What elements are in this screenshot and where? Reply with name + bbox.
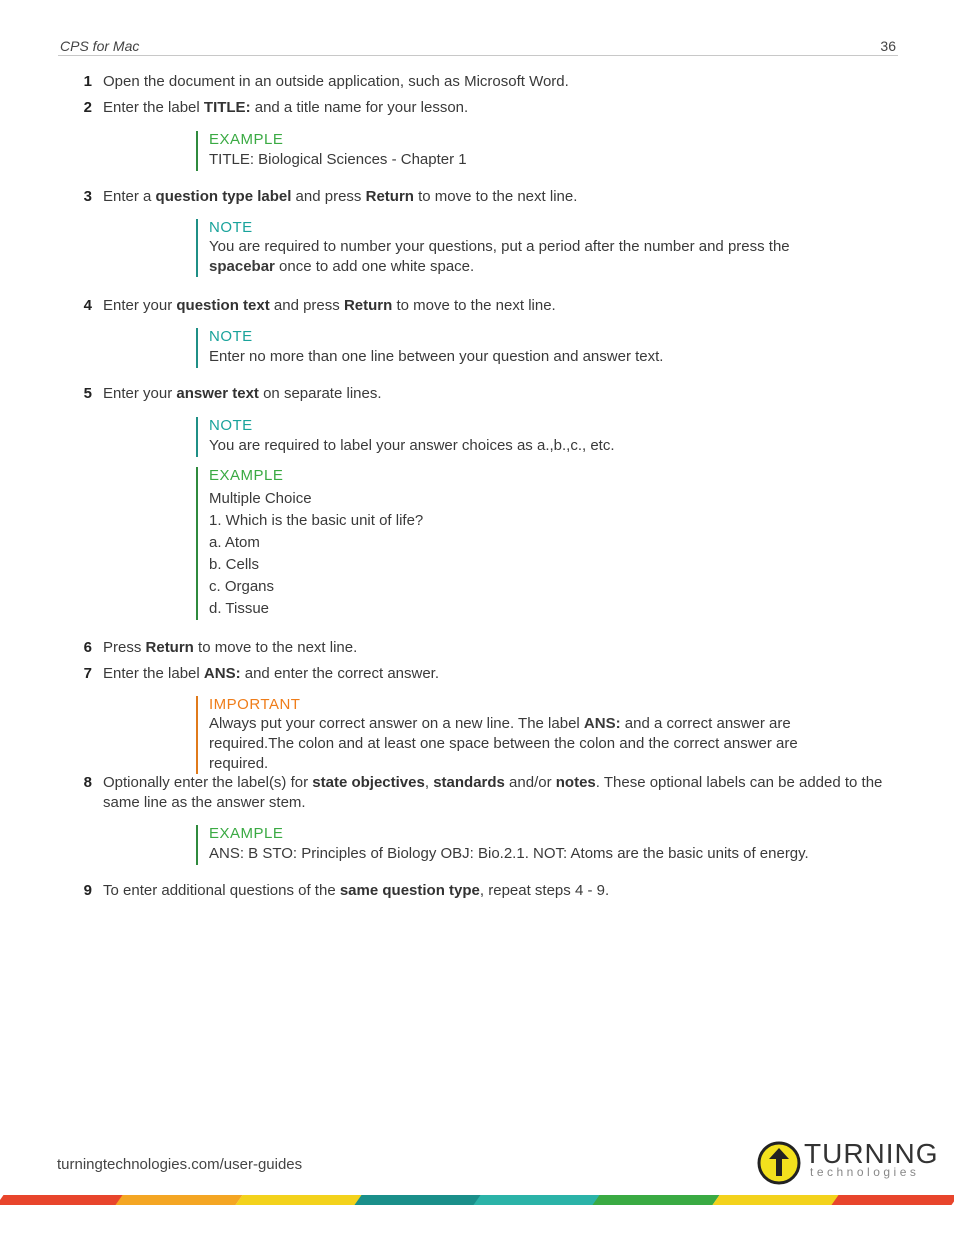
footer-bar-segment bbox=[0, 1195, 124, 1205]
step-text: Enter your question text and press Return to move to the next line. bbox=[103, 297, 556, 314]
note-callout-spacing bbox=[196, 328, 879, 368]
step-number: 1 bbox=[83, 73, 92, 90]
step-number: 5 bbox=[83, 385, 92, 402]
step-text: Open the document in an outside application, such as Microsoft Word. bbox=[103, 73, 569, 90]
footer-bar-segment bbox=[473, 1195, 600, 1205]
callout-label: NOTE bbox=[209, 219, 253, 236]
callout-text: You are required to label your answer choices as a.,b.,c., etc. bbox=[209, 437, 615, 454]
step-number: 2 bbox=[83, 99, 92, 116]
step-text: Enter a question type label and press Return to move to the next line. bbox=[103, 188, 578, 205]
logo-tagline: technologies bbox=[810, 1165, 920, 1179]
callout-text: Always put your correct answer on a new line. The label ANS: and a correct answer are required.The colon and at least one space between the colon and the correct answer are required. bbox=[209, 715, 798, 772]
callout-label: NOTE bbox=[209, 328, 253, 345]
step-number: 4 bbox=[83, 297, 92, 314]
callout-label: IMPORTANT bbox=[209, 696, 301, 713]
footer-bar-segment bbox=[354, 1195, 481, 1205]
callout-text: ANS: B STO: Principles of Biology OBJ: Bio.2.1. NOT: Atoms are the basic units of energy. bbox=[209, 845, 809, 862]
callout-line: b. Cells bbox=[209, 556, 260, 573]
callout-label: NOTE bbox=[209, 417, 253, 434]
example-callout-title bbox=[196, 131, 879, 171]
step-text: Enter the label TITLE: and a title name for your lesson. bbox=[103, 99, 469, 116]
footer-link[interactable]: turningtechnologies.com/user-guides bbox=[57, 1156, 303, 1173]
footer-bar-segment bbox=[593, 1195, 720, 1205]
footer-bar-segment bbox=[712, 1195, 839, 1205]
note-callout-answer-labels bbox=[196, 417, 879, 457]
important-callout bbox=[196, 696, 879, 774]
step-number: 8 bbox=[83, 774, 92, 791]
step-text: Press Return to move to the next line. bbox=[103, 639, 358, 656]
example-callout-answer-line bbox=[196, 825, 879, 865]
step-text: To enter additional questions of the same question type, repeat steps 4 - 9. bbox=[103, 882, 610, 899]
callout-line: a. Atom bbox=[209, 534, 260, 551]
step-text: Enter your answer text on separate lines. bbox=[103, 385, 382, 402]
footer-bar-segment bbox=[116, 1195, 243, 1205]
page-number: 36 bbox=[880, 38, 896, 54]
logo-wordmark: TURNING bbox=[804, 1138, 939, 1169]
callout-line: 1. Which is the basic unit of life? bbox=[209, 512, 424, 529]
step-text: Optionally enter the label(s) for state objectives, standards and/or notes. These optional labels can be added to the same line as the answer stem. bbox=[103, 774, 883, 811]
callout-label: EXAMPLE bbox=[209, 131, 284, 148]
example-callout-multiple-choice bbox=[196, 467, 879, 620]
note-callout-numbering bbox=[196, 219, 879, 277]
callout-label: EXAMPLE bbox=[209, 467, 284, 484]
callout-text: TITLE: Biological Sciences - Chapter 1 bbox=[209, 151, 467, 168]
callout-label: EXAMPLE bbox=[209, 825, 284, 842]
callout-text: Enter no more than one line between your question and answer text. bbox=[209, 348, 664, 365]
step-number: 3 bbox=[83, 188, 92, 205]
step-number: 6 bbox=[83, 639, 92, 656]
step-text: Enter the label ANS: and enter the correct answer. bbox=[103, 665, 440, 682]
step-number: 7 bbox=[83, 665, 92, 682]
callout-text: You are required to number your questions, put a period after the number and press the spacebar once to add one white space. bbox=[209, 238, 790, 275]
doc-title: CPS for Mac bbox=[60, 38, 140, 54]
turning-logo bbox=[756, 1138, 939, 1186]
callout-line: Multiple Choice bbox=[209, 490, 312, 507]
callout-line: d. Tissue bbox=[209, 600, 270, 617]
footer-bar-segment bbox=[831, 1195, 954, 1205]
page-header bbox=[58, 37, 898, 56]
turning-logo-mark-icon bbox=[756, 1140, 802, 1186]
step-number: 9 bbox=[83, 882, 92, 899]
callout-line: c. Organs bbox=[209, 578, 275, 595]
footer-color-bar bbox=[0, 1195, 954, 1209]
footer-bar-segment bbox=[235, 1195, 362, 1205]
